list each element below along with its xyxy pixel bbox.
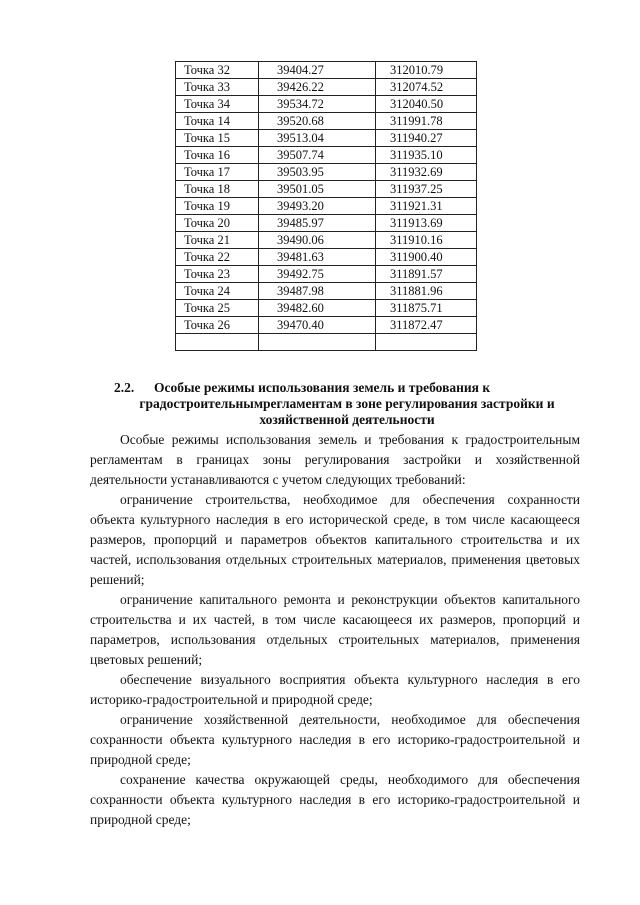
paragraph: ограничение капитального ремонта и реконструкции объектов капитального строительства и их частей, в том числе касающееся их размеров, пропорций и параметров, использования отдельных строительных материалов, применения цветовых решений; <box>90 592 580 667</box>
coordinates-table <box>175 61 477 351</box>
y-coordinate-cell: 312040.50 <box>376 96 477 113</box>
table-row <box>176 113 477 130</box>
x-coordinate-cell: 39487.98 <box>259 283 376 300</box>
paragraph: ограничение хозяйственной деятельности, необходимое для обеспечения сохранности объекта культурного наследия в его историко-градостроительной и природной среде; <box>90 712 580 767</box>
y-coordinate-cell: 311875.71 <box>376 300 477 317</box>
table-row <box>176 181 477 198</box>
table-row <box>176 249 477 266</box>
section-heading <box>114 380 574 428</box>
paragraph: Особые режимы использования земель и требования к градостроительным регламентам в границах зоны регулирования застройки и хозяйственной деятельности устанавливаются с учетом следующих требований: <box>90 432 580 487</box>
table-row <box>176 232 477 249</box>
x-coordinate-cell: 39404.27 <box>259 62 376 79</box>
table-row <box>176 198 477 215</box>
point-name-cell: Точка 32 <box>176 62 259 79</box>
table-row <box>176 283 477 300</box>
y-coordinate-cell: 312010.79 <box>376 62 477 79</box>
x-coordinate-cell: 39490.06 <box>259 232 376 249</box>
table-row <box>176 62 477 79</box>
x-coordinate-cell: 39507.74 <box>259 147 376 164</box>
table-row <box>176 317 477 334</box>
y-coordinate-cell: 311881.96 <box>376 283 477 300</box>
x-coordinate-cell: 39520.68 <box>259 113 376 130</box>
table-row <box>176 164 477 181</box>
y-coordinate-cell: 311937.25 <box>376 181 477 198</box>
paragraph: обеспечение визуального восприятия объекта культурного наследия в его историко-градостроительной и природной среде; <box>90 672 580 707</box>
table-row <box>176 96 477 113</box>
paragraph: ограничение строительства, необходимое для обеспечения сохранности объекта культурного наследия в его исторической среде, в том числе касающееся размеров, пропорций и параметров объектов капитального строительства и их частей, использования отдельных строительных материалов, применения цветовых решений; <box>90 492 580 587</box>
x-coordinate-cell: 39501.05 <box>259 181 376 198</box>
point-name-cell: Точка 26 <box>176 317 259 334</box>
point-name-cell: Точка 16 <box>176 147 259 164</box>
table-row <box>176 300 477 317</box>
point-name-cell: Точка 34 <box>176 96 259 113</box>
table-row <box>176 215 477 232</box>
y-coordinate-cell: 311872.47 <box>376 317 477 334</box>
section-number: 2.2. <box>114 380 135 395</box>
x-coordinate-cell: 39503.95 <box>259 164 376 181</box>
x-coordinate-cell: 39470.40 <box>259 317 376 334</box>
point-name-cell <box>176 334 259 351</box>
y-coordinate-cell: 311935.10 <box>376 147 477 164</box>
section-body <box>90 430 580 830</box>
table-row <box>176 79 477 96</box>
point-name-cell: Точка 18 <box>176 181 259 198</box>
y-coordinate-cell: 311913.69 <box>376 215 477 232</box>
x-coordinate-cell: 39492.75 <box>259 266 376 283</box>
point-name-cell: Точка 19 <box>176 198 259 215</box>
y-coordinate-cell: 311900.40 <box>376 249 477 266</box>
paragraph: сохранение качества окружающей среды, необходимого для обеспечения сохранности объекта культурного наследия в его историко-градостроительной и природной среде; <box>90 772 580 827</box>
x-coordinate-cell <box>259 334 376 351</box>
point-name-cell: Точка 21 <box>176 232 259 249</box>
point-name-cell: Точка 17 <box>176 164 259 181</box>
y-coordinate-cell: 312074.52 <box>376 79 477 96</box>
y-coordinate-cell: 311891.57 <box>376 266 477 283</box>
x-coordinate-cell: 39513.04 <box>259 130 376 147</box>
x-coordinate-cell: 39426.22 <box>259 79 376 96</box>
point-name-cell: Точка 15 <box>176 130 259 147</box>
section-title-line1: Особые режимы использования земель и требования к <box>154 380 491 395</box>
point-name-cell: Точка 22 <box>176 249 259 266</box>
point-name-cell: Точка 24 <box>176 283 259 300</box>
table-row <box>176 130 477 147</box>
y-coordinate-cell <box>376 334 477 351</box>
point-name-cell: Точка 14 <box>176 113 259 130</box>
y-coordinate-cell: 311991.78 <box>376 113 477 130</box>
x-coordinate-cell: 39485.97 <box>259 215 376 232</box>
coordinates-table-body <box>176 62 477 351</box>
x-coordinate-cell: 39482.60 <box>259 300 376 317</box>
y-coordinate-cell: 311921.31 <box>376 198 477 215</box>
x-coordinate-cell: 39534.72 <box>259 96 376 113</box>
table-row <box>176 334 477 351</box>
x-coordinate-cell: 39493.20 <box>259 198 376 215</box>
point-name-cell: Точка 23 <box>176 266 259 283</box>
table-row <box>176 147 477 164</box>
point-name-cell: Точка 20 <box>176 215 259 232</box>
point-name-cell: Точка 25 <box>176 300 259 317</box>
point-name-cell: Точка 33 <box>176 79 259 96</box>
y-coordinate-cell: 311940.27 <box>376 130 477 147</box>
table-row <box>176 266 477 283</box>
x-coordinate-cell: 39481.63 <box>259 249 376 266</box>
y-coordinate-cell: 311910.16 <box>376 232 477 249</box>
section-title-line2: градостроительнымрегламентам в зоне регулирования застройки и хозяйственной деятельности <box>139 396 555 427</box>
y-coordinate-cell: 311932.69 <box>376 164 477 181</box>
